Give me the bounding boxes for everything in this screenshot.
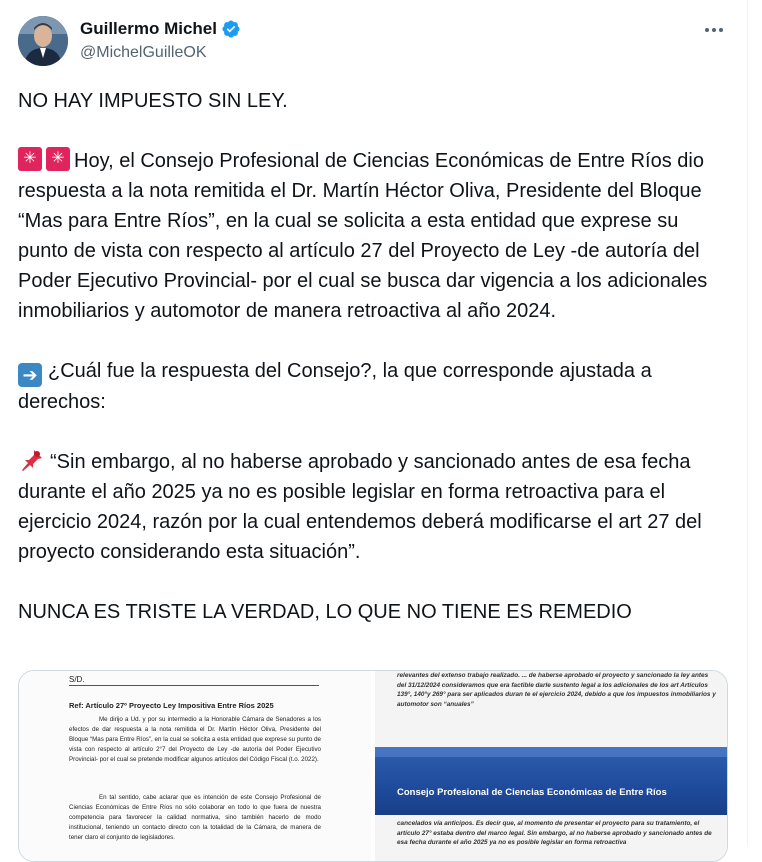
doc-right-bottom-text: cancelados vía anticipos. Es decir que, al momento de presentar el proyecto para su tratamiento, el artículo 27° estaba dentro del marco legal. Sin embargo, al no haberse aprobado y sancionado antes de esa fecha durante el año 2025 ya no es posible legislar en forma retroactiva bbox=[397, 820, 712, 846]
document-image-right[interactable] bbox=[375, 671, 727, 861]
verified-badge-icon bbox=[221, 19, 241, 39]
banner-stripe bbox=[375, 747, 727, 757]
right-arrow-icon: ➔ bbox=[18, 363, 42, 387]
more-options-icon[interactable] bbox=[700, 20, 728, 40]
author-name[interactable]: Guillermo Michel bbox=[80, 19, 217, 38]
tweet-paragraph-3: “Sin embargo, al no haberse aprobado y sancionado antes de esa fecha durante el año 2025 ya no es posible legislar en forma retroactiva para el ejercicio 2024, razón por la cual entendemos deberá modificarse el art 27 del proyecto considerando esta situación”. bbox=[18, 447, 730, 567]
doc-paragraph-1: Me dirijo a Ud. y por su intermedio a la Honorable Cámara de Senadores a los efectos de dar respuesta a la nota remitida el Dr. Martín Héctor Oliva, Presidente del Bloque “Mas para Entre Ríos”, en la cual se solicita a esta entidad que exprese su punto de vista con respecto al artículo 2°7 del Proyecto de Ley -de autoría del Poder Ejecutivo Provincial- por el cual se pretende modificar algunos artículos del Código Fiscal (t.o. 2022). bbox=[69, 716, 321, 763]
doc-divider-line bbox=[69, 685, 319, 686]
tweet-header bbox=[18, 14, 728, 70]
pushpin-icon bbox=[18, 448, 44, 472]
tweet-paragraph-2: ➔ ¿Cuál fue la respuesta del Consejo?, la que corresponde ajustada a derechos: bbox=[18, 360, 652, 413]
council-banner bbox=[375, 747, 727, 815]
avatar[interactable] bbox=[18, 16, 68, 66]
media-attachment[interactable] bbox=[18, 670, 728, 862]
tweet-closing: NUNCA ES TRISTE LA VERDAD, LO QUE NO TIENE ES REMEDIO bbox=[18, 601, 632, 623]
tweet-paragraph-1: ✳✳Hoy, el Consejo Profesional de Ciencias Económicas de Entre Ríos dio respuesta a la nota remitida el Dr. Martín Héctor Oliva, Presidente del Bloque “Mas para Entre Ríos”, en la cual se solicita a esta entidad que exprese su punto de vista con respecto al artículo 27 del Proyecto de Ley -de autoría del Poder Ejecutivo Provincial- por el cual se busca dar vigencia a los adicionales inmobiliarios y automotor de manera retroactiva al año 2024. bbox=[18, 146, 730, 326]
siren-icon bbox=[18, 147, 42, 171]
tweet-text bbox=[18, 86, 730, 657]
timeline-border bbox=[747, 0, 748, 845]
doc-right-top-text: relevantes del extenso trabajo realizado. ... de haberse aprobado el proyecto y sancionado la ley antes del 31/12/2024 consideramos que era factible darle sustento legal a los adicionales de los art Artículos 139°, 140°y 269° para ser aplicados duran te el ejercicio 2024, debido a que los impuestos inmobiliarios y automotor son “anuales” bbox=[397, 672, 716, 708]
author-handle[interactable]: @MichelGuilleOK bbox=[80, 44, 207, 61]
doc-sd: S/D. bbox=[69, 675, 85, 684]
doc-paragraph-2: En tal sentido, cabe aclarar que es intención de este Consejo Profesional de Ciencias Económicas de Entre Ríos no sólo colaborar en todo lo que fuera de nuestra competencia para favorecer la calidad normativa, sino también hacerlo de modo institucional, teniendo un contacto directo con la totalidad de la Cámara, de manera de tener claro el conjunto de legisladores. bbox=[69, 794, 321, 841]
banner-title: Consejo Profesional de Ciencias Económicas de Entre Ríos bbox=[397, 787, 667, 798]
siren-icon bbox=[46, 147, 70, 171]
tweet-heading: NO HAY IMPUESTO SIN LEY. bbox=[18, 90, 288, 112]
document-image-left[interactable] bbox=[19, 671, 371, 861]
doc-reference: Ref: Artículo 27º Proyecto Ley Impositiva Entre Ríos 2025 bbox=[69, 701, 274, 710]
